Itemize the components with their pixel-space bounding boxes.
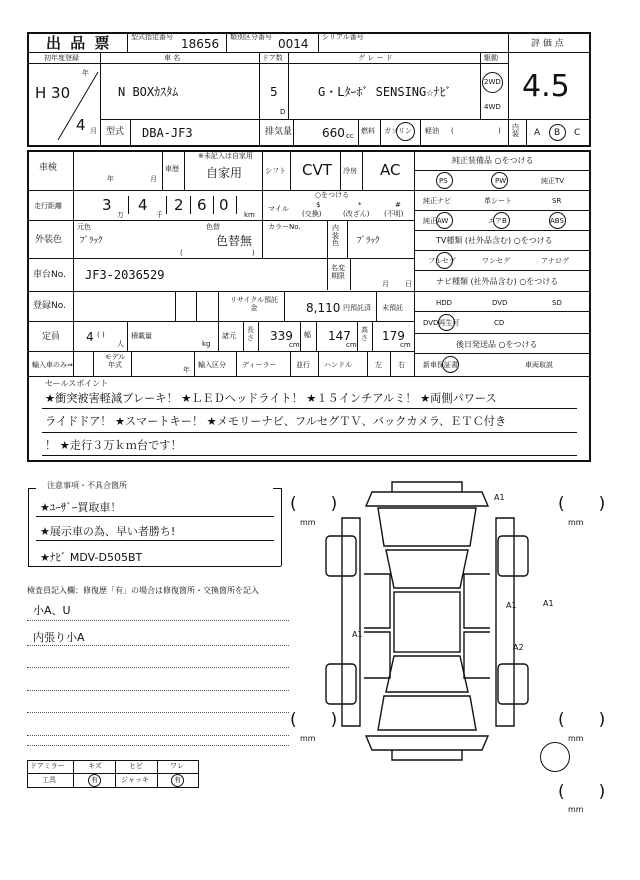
tv-type-label: TV種類 (社外品含む) ○をつける	[436, 236, 553, 245]
ac-label: 冷房	[343, 167, 357, 175]
tire-mm-fl: mm	[300, 518, 316, 527]
interior-c: C	[574, 128, 581, 138]
import-only-label: 輸入車のみ⇒	[32, 361, 73, 369]
name-change-label: 名変期限	[331, 264, 345, 280]
fuel-gasoline-circle	[396, 122, 415, 141]
navi-dvd-playback-circle	[438, 314, 455, 331]
exterior-color-label: 外装色	[35, 235, 63, 245]
navi-cd: CD	[494, 319, 505, 327]
notes-bracket-left	[28, 488, 29, 566]
mileage-d1: 3	[102, 196, 112, 214]
length-label: 長さ	[247, 326, 254, 342]
expiry-day: 日	[405, 280, 412, 288]
mileage-u2: 千	[156, 211, 163, 219]
damage-mark-5: A2	[513, 643, 524, 652]
type-no: 18656	[181, 37, 220, 51]
width-cm: cm	[346, 341, 357, 349]
color-no-label: カラーNo.	[268, 223, 301, 231]
repaint-paren-open: (	[180, 249, 183, 257]
category-no: 0014	[278, 37, 309, 51]
tire-bracket-rl: ( )	[290, 710, 338, 730]
scratch-label: キズ	[88, 762, 102, 770]
unknown-sym: #	[395, 201, 401, 209]
history-note: ※未記入は自家用	[198, 152, 253, 160]
door-type: D	[280, 108, 286, 116]
model: DBA-JF3	[142, 126, 193, 140]
interior-b-circle	[549, 124, 566, 141]
mileage-label: 走行距離	[34, 202, 62, 210]
displacement: 660	[322, 126, 345, 140]
mileage-u1: 万	[117, 211, 124, 219]
tools-yes: 有	[91, 776, 98, 784]
fuel-label: 燃料	[361, 127, 375, 135]
chassis-label: 車台No.	[33, 270, 66, 280]
fuel-gasoline: ガソリン	[384, 127, 412, 135]
jack-label: ジャッキ	[121, 776, 149, 784]
tamper-sym: *	[358, 201, 362, 209]
new-car-warranty: 新車保証書	[423, 361, 458, 369]
genuine-equip-label: 純正装備品 ○をつける	[452, 156, 534, 165]
door-mirror-label: ドアミラー	[30, 762, 65, 770]
car-name: N BOXｶｽﾀﾑ	[118, 85, 179, 99]
shift-label: シフト	[265, 167, 286, 175]
serial-label: シリアル番号	[322, 33, 364, 41]
recycle-unpaid: 未預託	[382, 304, 403, 312]
equip-ps-circle	[436, 172, 453, 189]
exchange-sym: $	[316, 201, 321, 209]
mileage-mile: マイル	[268, 205, 289, 213]
mileage-km: km	[244, 211, 255, 219]
sales-line-1: ★衝突被害軽減ブレーキ！ ★ＬＥＤヘッドライト！ ★１５インチアルミ！ ★両側パワース	[45, 392, 497, 405]
notes-bracket-right	[281, 488, 282, 566]
load-label: 積載量	[131, 332, 152, 340]
type-no-label: 型式指定番号	[131, 33, 173, 41]
inspector-line-1: 小A、U	[33, 604, 71, 617]
tire-mm-rr: mm	[568, 734, 584, 743]
mileage-d5: 0	[219, 196, 229, 214]
repaint: 色替無	[216, 234, 253, 248]
history-label: 車歴	[165, 165, 179, 173]
vehicle-manual: 車両取説	[525, 361, 553, 369]
shaken-label: 車検	[39, 163, 58, 173]
equip-genuine-aw: 純正AW	[423, 217, 449, 225]
doors-label: ドア数	[262, 54, 283, 62]
navi-dvd: DVD	[492, 299, 508, 307]
handle-right: 右	[398, 361, 405, 369]
recycle-amount: 8,110	[306, 301, 341, 315]
category-no-label: 類別区分番号	[230, 33, 272, 41]
handle-label: ハンドル	[324, 361, 352, 369]
import-parallel: 並行	[296, 361, 310, 369]
warranty-circle	[442, 356, 459, 373]
model-year-label: モデル年式	[104, 353, 126, 369]
mileage-d3: 2	[174, 196, 184, 214]
interior-b: B	[554, 128, 561, 138]
expiry-month: 月	[382, 280, 389, 288]
import-dealer: ディーラー	[242, 361, 277, 369]
mileage-d4: 6	[197, 196, 207, 214]
break-label: ワレ	[170, 762, 184, 770]
first-reg-label: 初年度登録	[44, 54, 79, 62]
fuel-paren-close: )	[498, 127, 501, 135]
load-kg: kg	[202, 340, 211, 348]
exchange-label: (交換)	[302, 210, 322, 218]
first-reg-month: 4	[76, 116, 86, 134]
tire-bracket-fl: ( )	[290, 494, 338, 514]
equip-airbag-circle	[493, 212, 510, 229]
history: 自家用	[206, 166, 243, 180]
crack-label: ヒビ	[129, 762, 143, 770]
damage-mark-2: A1	[506, 601, 517, 610]
score-value: 4.5	[522, 69, 570, 104]
tv-oneseg: ワンセグ	[482, 257, 510, 265]
mileage-circle-note: ○をつける	[315, 191, 350, 199]
drive-label: 駆動	[484, 54, 498, 62]
equip-abs: ABS	[550, 217, 564, 225]
equip-pw: PW	[495, 177, 507, 185]
score-label: 評 価 点	[531, 39, 564, 49]
car-body-diagram	[300, 478, 560, 778]
tire-mm-spare: mm	[568, 805, 584, 814]
equip-leather: 革シート	[484, 197, 512, 205]
navi-sd: SD	[552, 299, 562, 307]
model-year-unit: 年	[183, 366, 190, 374]
damage-mark-1: A1	[494, 493, 505, 502]
equip-pw-circle	[491, 172, 508, 189]
recycle-label: リサイクル預託金	[229, 296, 279, 313]
fuel-paren-open: (	[451, 127, 454, 135]
inspector-line-2: 内張り小A	[33, 631, 85, 644]
doors: 5	[270, 85, 278, 99]
handle-left: 左	[375, 361, 382, 369]
notes-label: 注意事項・不具合箇所	[47, 481, 127, 490]
height: 179	[382, 329, 405, 343]
equip-ps: PS	[439, 177, 448, 185]
shaken-month: 月	[150, 175, 157, 183]
interior-color-label: 内装色	[332, 224, 339, 248]
spare-tire-circle	[540, 742, 570, 772]
length-cm: cm	[289, 341, 300, 349]
drive-4wd: 4WD	[484, 103, 501, 111]
form-title: 出 品 票	[46, 34, 112, 52]
chassis-no: JF3-2036529	[85, 268, 165, 282]
equip-aw-circle	[436, 212, 453, 229]
grade: G・Lﾀｰﾎﾞ SENSING☆ﾅﾋﾞ	[318, 85, 452, 99]
navi-hdd: HDD	[436, 299, 453, 307]
tools-label: 工具	[42, 776, 56, 784]
drive-2wd: 2WD	[484, 78, 501, 86]
equip-genuine-tv: 純正TV	[541, 177, 565, 185]
model-label: 型式	[106, 127, 125, 137]
shift: CVT	[302, 161, 332, 179]
capacity-persons: 4	[86, 330, 94, 344]
original-color: ﾌﾞﾗｯｸ	[80, 236, 103, 246]
tire-bracket-rr: ( )	[558, 710, 606, 730]
fuel-diesel: 軽油	[425, 127, 439, 135]
interior-label: 内装	[512, 123, 519, 138]
sales-point-label: セールスポイント	[45, 379, 109, 388]
navi-dvd-playback: DVD再生可	[423, 319, 460, 327]
year-suffix: 年	[82, 69, 89, 77]
color-change-label: 色替	[206, 223, 220, 231]
interior-a: A	[534, 128, 541, 138]
jack-yes: 有	[174, 776, 181, 784]
tire-bracket-spare: ( )	[558, 782, 606, 802]
jack-yes-circle	[171, 774, 184, 787]
tire-bracket-fr: ( )	[558, 494, 606, 514]
inspector-label: 検査員記入欄：修復歴「有」の場合は修復箇所・交換箇所を記入	[27, 586, 259, 595]
car-name-label: 車 名	[164, 54, 181, 62]
length: 339	[270, 329, 293, 343]
tire-mm-fr: mm	[568, 518, 584, 527]
interior-color: ﾌﾞﾗｯｸ	[357, 236, 380, 246]
grade-label: グ レ ー ド	[358, 54, 393, 62]
month-suffix: 月	[90, 127, 97, 135]
unknown-label: (不明)	[384, 210, 404, 218]
mileage-d2: 4	[138, 196, 148, 214]
notes-line-1: ★ﾕｰｻﾞｰ買取車！	[40, 501, 122, 514]
sales-line-2: ライドドア！ ★スマートキー！ ★メモリーナビ、フルセグＴＶ、バックカメラ、ＥＴＣ付き	[45, 415, 507, 428]
repaint-paren-close: )	[252, 249, 255, 257]
person-unit: 人	[117, 340, 124, 348]
dims-label: 諸元	[222, 332, 236, 340]
tools-yes-circle	[88, 774, 101, 787]
height-cm: cm	[400, 341, 411, 349]
tv-analog: アナログ	[541, 257, 569, 265]
later-ship-label: 後日発送品 ○をつける	[456, 340, 538, 349]
equip-abs-circle	[549, 212, 566, 229]
equip-genuine-navi: 純正ナビ	[423, 197, 451, 205]
original-color-label: 元色	[77, 223, 91, 231]
height-label: 高さ	[361, 326, 368, 342]
tv-fullseg-circle	[436, 252, 453, 269]
width: 147	[328, 329, 351, 343]
tamper-label: (改ざん)	[343, 210, 370, 218]
equip-sr: SR	[552, 197, 562, 205]
shaken-year: 年	[107, 175, 114, 183]
first-reg-year: H 30	[35, 84, 71, 102]
tv-fullseg: フルセグ	[428, 257, 456, 265]
width-label: 幅	[304, 331, 311, 339]
displacement-label: 排気量	[265, 127, 293, 137]
cc-unit: cc	[346, 132, 354, 140]
damage-mark-3: A1	[543, 599, 554, 608]
import-division-label: 輸入区分	[198, 361, 226, 369]
ac: AC	[380, 161, 401, 179]
capacity-paren: ( )	[97, 331, 105, 339]
capacity-label: 定員	[42, 332, 61, 342]
sales-line-3: ！ ★走行３万ｋｍ台です！	[45, 439, 182, 452]
tire-mm-rl: mm	[300, 734, 316, 743]
notes-line-3: ★ﾅﾋﾞ MDV-D505BT	[40, 551, 143, 564]
recycle-unit: 円預託済	[343, 304, 371, 312]
navi-type-label: ナビ種類 (社外品含む) ○をつける	[436, 277, 559, 286]
equip-airbag: エアB	[488, 217, 507, 225]
notes-line-2: ★展示車の為、早い者勝ち!	[40, 525, 176, 538]
damage-mark-4: A1	[352, 630, 363, 639]
registration-label: 登録No.	[33, 301, 66, 311]
